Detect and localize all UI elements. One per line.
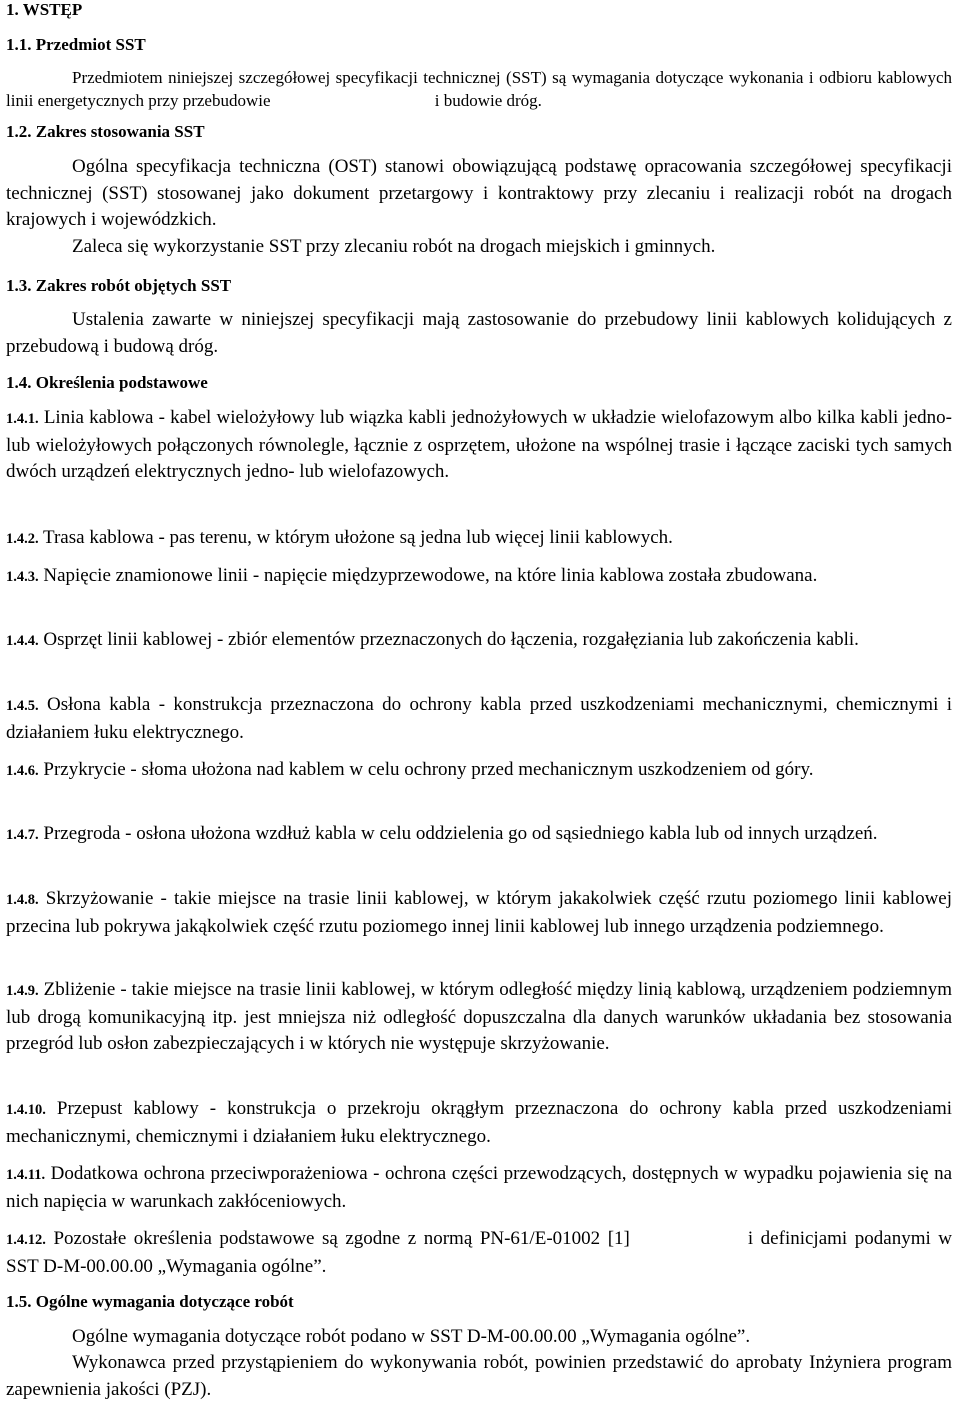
paragraph-1-1: Przedmiotem niniejszej szczegółowej specyfikacji technicznej (SST) są wymagania dotyczące wykonania i odbioru kablowych linii energetycznych przy przebudowie i budowie dróg. [6,68,952,110]
def-1-4-7: 1.4.7. Przegroda - osłona ułożona wzdłuż kabla w celu oddzielenia go od sąsiedniego kabla lub od innych urządzeń. [6,823,878,844]
heading-1-1: 1.1. Przedmiot SST [6,35,146,54]
paragraph-1-5: Ogólne wymagania dotyczące robót podano w SST D-M-00.00.00 „Wymagania ogólne”. [72,1326,751,1347]
def-1-4-4: 1.4.4. Osprzęt linii kablowej - zbiór elementów przeznaczonych do łączenia, rozgałęziania lub zakończenia kabli. [6,629,859,650]
def-1-4-11: 1.4.11. Dodatkowa ochrona przeciwporażeniowa - ochrona części przewodzących, dostępnych w wypadku pojawienia się na nich napięcia w warunkach zakłóceniowych. [6,1163,952,1212]
def-1-4-1: 1.4.1. Linia kablowa - kabel wielożyłowy lub wiązka kabli jednożyłowych w układzie wielofazowym albo kilka kabli jedno- lub wielożyłowych połączonych równolegle, łącznie z osprzętem, ułożone na wspólnej trasie i łączące zaciski tych samych dwóch urządzeń elektrycznych jedno- lub wielofazowych. [6,407,952,482]
paragraph-1-3: Ustalenia zawarte w niniejszej specyfikacji mają zastosowanie do przebudowy linii kablowych kolidujących z przebudową i budową dróg. [6,309,952,357]
def-1-4-8: 1.4.8. Skrzyżowanie - takie miejsce na trasie linii kablowej, w którym jakakolwiek część rzutu poziomego linii kablowej przecina lub pokrywa jakąkolwiek część rzutu poziomego innej linii kablowej lub innego urządzenia podziemnego. [6,888,953,937]
def-1-4-12: 1.4.12. Pozostałe określenia podstawowe są zgodne z normą PN-61/E-01002 [1] i definicjami podanymi w SST D-M-00.00.00 „Wymagania ogólne”. [6,1228,953,1277]
heading-1-3: 1.3. Zakres robót objętych SST [6,276,232,295]
heading-1: 1. WSTĘP [6,0,83,19]
def-1-4-5: 1.4.5. Osłona kabla - konstrukcja przeznaczona do ochrony kabla przed uszkodzeniami mechanicznymi, chemicznymi i działaniem łuku elektrycznego. [6,694,952,743]
def-1-4-3: 1.4.3. Napięcie znamionowe linii - napięcie międzyprzewodowe, na które linia kablowa została zbudowana. [6,565,818,586]
def-1-4-6: 1.4.6. Przykrycie - słoma ułożona nad kablem w celu ochrony przed mechanicznym uszkodzeniem od góry. [6,759,814,780]
paragraph-1-5-b: Wykonawca przed przystąpieniem do wykonywania robót, powinien przedstawić do aprobaty Inżyniera program zapewnienia jakości (PZJ). [6,1352,952,1400]
paragraph-1-2: Ogólna specyfikacja techniczna (OST) stanowi obowiązującą podstawę opracowania szczegółowej specyfikacji technicznej (SST) stosowanej jako dokument przetargowy i kontraktowy przy zlecaniu i realizacji robót na drogach krajowych i wojewódzkich. [6,156,952,230]
def-1-4-10: 1.4.10. Przepust kablowy - konstrukcja o przekroju okrągłym przeznaczona do ochrony kabla przed uszkodzeniami mechanicznymi, chemicznymi i działaniem łuku elektrycznego. [6,1098,952,1147]
paragraph-1-2-b: Zaleca się wykorzystanie SST przy zlecaniu robót na drogach miejskich i gminnych. [72,236,716,257]
heading-1-2: 1.2. Zakres stosowania SST [6,122,205,141]
def-1-4-2: 1.4.2. Trasa kablowa - pas terenu, w którym ułożone są jedna lub więcej linii kablowych. [6,527,673,548]
heading-1-5: 1.5. Ogólne wymagania dotyczące robót [6,1292,294,1311]
def-1-4-9: 1.4.9. Zbliżenie - takie miejsce na trasie linii kablowej, w którym odległość między linią kablową, urządzeniem podziemnym lub drogą komunikacyjną itp. jest mniejsza niż odległość dopuszczalna dla danych warunków układania bez stosowania przegród lub osłon zabezpieczających i w których nie występuje skrzyżowanie. [6,979,953,1054]
heading-1-4: 1.4. Określenia podstawowe [6,373,208,392]
